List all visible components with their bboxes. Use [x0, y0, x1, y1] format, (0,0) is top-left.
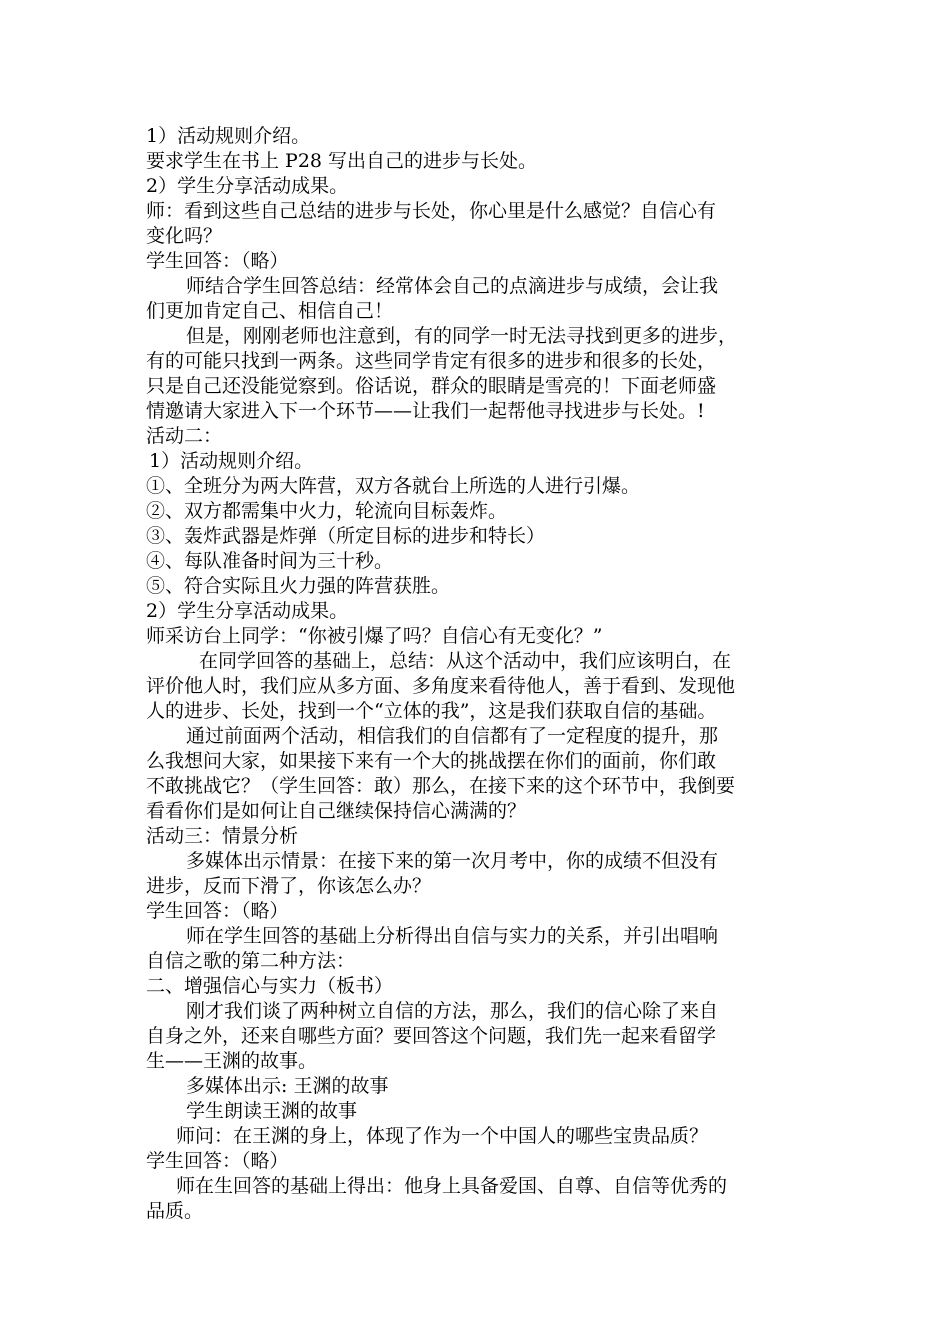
text-line: ④、每队准备时间为三十秒。	[146, 550, 394, 572]
text-line: 师结合学生回答总结：经常体会自己的点滴进步与成绩，会让我	[186, 275, 719, 297]
text-line: 人的进步、长处，找到一个“立体的我”，这是我们获取自信的基础。	[146, 700, 717, 722]
text-line: ①、全班分为两大阵营，双方各就台上所选的人进行引爆。	[146, 475, 641, 497]
text-line: 只是自己还没能觉察到。俗话说，群众的眼睛是雪亮的！下面老师盛	[146, 375, 717, 397]
text-line: 师在学生回答的基础上分析得出自信与实力的关系，并引出唱响	[186, 925, 719, 947]
text-line: 师问：在王渊的身上，体现了作为一个中国人的哪些宝贵品质？	[176, 1125, 709, 1147]
text-line: ③、轰炸武器是炸弹（所定目标的进步和特长）	[146, 525, 546, 547]
text-line: 活动三：情景分析	[146, 825, 299, 847]
text-line: 评价他人时，我们应从多方面、多角度来看待他人，善于看到、发现他	[146, 675, 736, 697]
text-line: 在同学回答的基础上，总结：从这个活动中，我们应该明白，在	[199, 650, 732, 672]
text-line: 自身之外，还来自哪些方面？要回答这个问题，我们先一起来看留学	[146, 1025, 717, 1047]
text-line: 学生朗读王渊的故事	[186, 1100, 358, 1122]
text-line: 不敢挑战它？（学生回答：敢）那么，在接下来的这个环节中，我倒要	[146, 775, 736, 797]
text-line: 师：看到这些自己总结的进步与长处，你心里是什么感觉？自信心有	[146, 200, 717, 222]
text-line: 刚才我们谈了两种树立自信的方法，那么，我们的信心除了来自	[186, 1000, 719, 1022]
text-line: 学生回答：（略）	[146, 900, 289, 922]
text-line: 1）活动规则介绍。	[149, 450, 314, 472]
text-line: ⑤、符合实际且火力强的阵营获胜。	[146, 575, 451, 597]
text-line: 多媒体出示: 王渊的故事	[186, 1075, 389, 1097]
text-line: 通过前面两个活动，相信我们的自信都有了一定程度的提升，那	[186, 725, 719, 747]
text-line: 看看你们是如何让自己继续保持信心满满的？	[146, 800, 527, 822]
text-line: 多媒体出示情景：在接下来的第一次月考中，你的成绩不但没有	[186, 850, 719, 872]
text-line: 师在生回答的基础上得出：他身上具备爱国、自尊、自信等优秀的	[176, 1175, 728, 1197]
text-line: 但是，刚刚老师也注意到，有的同学一时无法寻找到更多的进步，	[186, 325, 738, 347]
text-line: 师采访台上同学：“你被引爆了吗？自信心有无变化？”	[146, 625, 603, 647]
text-line: 要求学生在书上 P28 写出自己的进步与长处。	[146, 150, 538, 172]
text-line: 么我想问大家，如果接下来有一个大的挑战摆在你们的面前，你们敢	[146, 750, 717, 772]
text-line: 学生回答：（略）	[146, 1150, 289, 1172]
text-line: 情邀请大家进入下一个环节——让我们一起帮他寻找进步与长处。!	[146, 400, 705, 422]
text-line: 进步，反而下滑了，你该怎么办？	[146, 875, 432, 897]
text-line: 有的可能只找到一两条。这些同学肯定有很多的进步和很多的长处，	[146, 350, 717, 372]
text-line: 活动二：	[146, 425, 223, 447]
text-line: 们更加肯定自己、相信自己！	[146, 300, 394, 322]
text-line: 2）学生分享活动成果。	[146, 600, 349, 622]
text-line: 二、增强信心与实力（板书）	[146, 975, 394, 997]
text-line: 品质。	[146, 1200, 204, 1222]
text-line: 自信之歌的第二种方法：	[146, 950, 356, 972]
text-line: 变化吗？	[146, 225, 223, 247]
text-line: 1）活动规则介绍。	[146, 125, 311, 147]
text-line: 生——王渊的故事。	[146, 1050, 318, 1072]
text-line: ②、双方都需集中火力，轮流向目标轰炸。	[146, 500, 508, 522]
text-line: 2）学生分享活动成果。	[146, 175, 349, 197]
text-line: 学生回答：（略）	[146, 250, 289, 272]
